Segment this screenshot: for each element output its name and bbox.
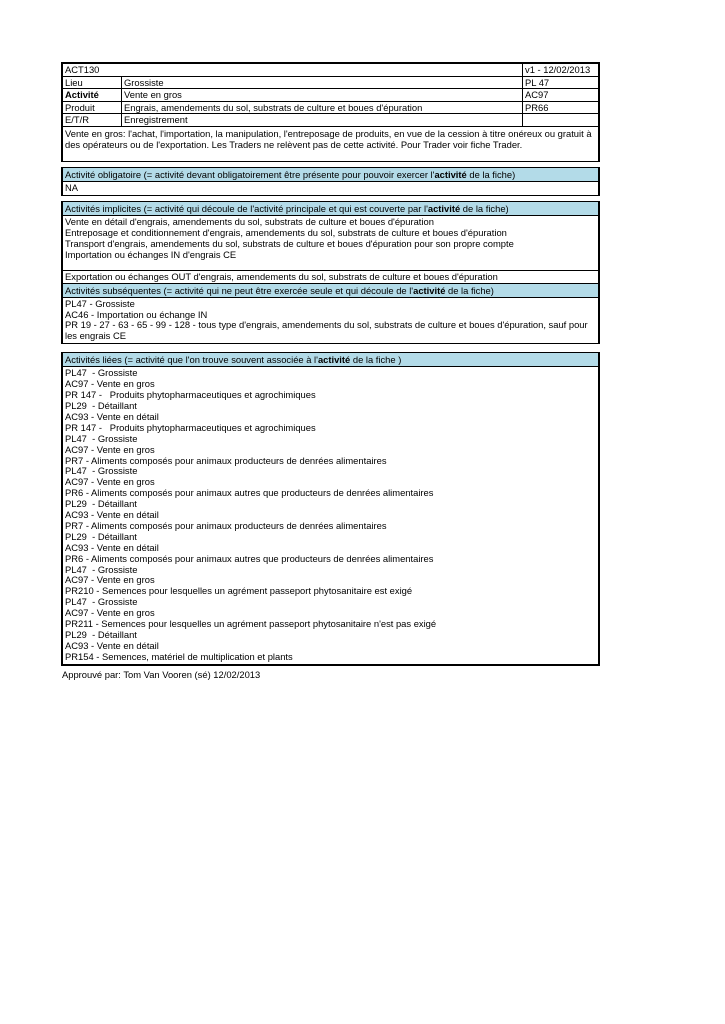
section-title-text: de la fiche) (460, 203, 509, 214)
text-line: PR6 - Aliments composés pour animaux autres que producteurs de denrées alimentaires (65, 552, 434, 564)
text-line: PR 19 - 27 - 63 - 65 - 99 - 128 - tous type d'engrais, amendements du sol, substrats de culture et boues d'épuration, sauf pour les engrais CE (65, 319, 591, 342)
text-line: Importation ou échanges IN d'engrais CE (65, 248, 237, 260)
exportation-row: Exportation ou échanges OUT d'engrais, amendements du sol, substrats de culture et boues d'épuration (63, 271, 598, 284)
section-title-text: de la fiche) (445, 284, 494, 296)
text-line: PL29 - Détaillant (65, 399, 137, 411)
row-label-activite: Activité (65, 89, 99, 100)
row-code-lieu: PL 47 (522, 77, 598, 89)
text-line: AC97 - Vente en gros (65, 574, 155, 586)
text-line: PR210 - Semences pour lesquelles un agrément passeport phytosanitaire est exigé (65, 585, 413, 597)
section-title-bold: activité (427, 203, 461, 214)
text-line: PL47 - Grossiste (65, 432, 138, 444)
section-gap (61, 344, 600, 352)
text-line: Transport d'engrais, amendements du sol, substrats de culture et boues d'épuration pour son propre compte (65, 237, 514, 249)
text-line: PR6 - Aliments composés pour animaux autres que producteurs de denrées alimentaires (65, 487, 434, 499)
text-line: AC93 - Vente en détail (65, 639, 159, 651)
text-line: PL47 - Grossiste (65, 367, 138, 379)
row-value-lieu: Grossiste (121, 77, 522, 89)
row-code-produit: PR66 (522, 102, 598, 114)
text-line: AC93 - Vente en détail (65, 541, 159, 553)
row-code-etr (522, 114, 598, 126)
activity-description: Vente en gros: l'achat, l'importation, la manipulation, l'entreposage de produits, en vue de la cession à titre onéreux ou gratuit à des opérateurs ou de l'exportation. Les Traders ne relèvent pas de cette activité. Pour Trader voir fiche Trader. (65, 127, 592, 150)
header-table-row (63, 77, 598, 90)
text-line: PL29 - Détaillant (65, 530, 137, 542)
doc-code: ACT130 (65, 64, 100, 75)
text-line: PL47 - Grossiste (65, 297, 135, 309)
header-table-row (63, 114, 598, 127)
text-line: PR 147 - Produits phytopharmaceutiques et agrochimiques (65, 421, 316, 433)
text-line: AC97 - Vente en gros (65, 607, 155, 619)
section-title-text: Activités liées (= activité que l'on trouve souvent associée à l' (65, 354, 318, 366)
section-content (63, 298, 598, 344)
section-title-bold: activité (434, 169, 467, 181)
text-line: AC46 - Importation ou échange IN (65, 308, 208, 320)
section-title-text: de la fiche) (466, 169, 516, 181)
doc-version: v1 - 12/02/2013 (522, 64, 598, 76)
header-table-row (63, 102, 598, 115)
text-line: Entreposage et conditionnement d'engrais, amendements du sol, substrats de culture et boues d'épuration (65, 226, 507, 238)
row-value-etr: Enregistrement (121, 114, 522, 126)
text-line: AC97 - Vente en gros (65, 476, 155, 488)
section-title-text: de la fiche ) (350, 354, 402, 366)
text-line: PR211 - Semences pour lesquelles un agrément passeport phytosanitaire n'est pas exigé (65, 618, 437, 630)
text-line: PL47 - Grossiste (65, 596, 138, 608)
row-label-etr: E/T/R (65, 114, 89, 125)
header-table (61, 62, 600, 162)
section-title (63, 353, 598, 367)
section-title (63, 202, 598, 216)
text-line: AC93 - Vente en détail (65, 509, 159, 521)
section-title-text: Activités implicites (= activité qui découle de l'activité principale et qui est couverte par l' (65, 203, 428, 214)
text-line: PL29 - Détaillant (65, 629, 137, 640)
fiche-document (61, 62, 600, 680)
text-line: AC93 - Vente en détail (65, 410, 159, 422)
section-title-text: Activité obligatoire (= activité devant obligatoirement être présente pour pouvoir exercer l' (65, 169, 435, 181)
section-title-bold: activité (317, 354, 351, 366)
row-label-produit: Produit (65, 101, 95, 113)
text-line: Vente en détail d'engrais, amendements du sol, substrats de culture et boues d'épuration (65, 216, 434, 227)
section-activites-implicites-subsequentes (61, 201, 600, 344)
text-line: PL47 - Grossiste (65, 465, 138, 477)
text-line: PR 147 - Produits phytopharmaceutiques et agrochimiques (65, 389, 316, 401)
approval-line: Approuvé par: Tom Van Vooren (sé) 12/02/2013 (62, 668, 261, 680)
text-line: PL29 - Détaillant (65, 498, 137, 510)
row-value-activite: Vente en gros (121, 89, 522, 101)
text-line: AC97 - Vente en gros (65, 378, 155, 390)
header-table-row (63, 89, 598, 102)
row-code-activite: AC97 (522, 89, 598, 101)
section-title (63, 284, 598, 298)
text-line: PR7 - Aliments composés pour animaux producteurs de denrées alimentaires (65, 519, 387, 531)
text-line: NA (65, 182, 79, 194)
section-title (63, 168, 598, 182)
section-activite-obligatoire (61, 167, 600, 196)
text-line: AC97 - Vente en gros (65, 443, 155, 455)
text-line: PR7 - Aliments composés pour animaux producteurs de denrées alimentaires (65, 454, 387, 466)
section-content (63, 216, 598, 271)
section-activites-liees (61, 352, 600, 665)
text-line: PR154 - Semences, matériel de multiplication et plants (65, 650, 293, 662)
section-title-bold: activité (413, 284, 446, 296)
section-content (63, 367, 598, 663)
row-label-lieu: Lieu (65, 76, 83, 88)
text-line: PL47 - Grossiste (65, 563, 138, 575)
section-title-text: Activités subséquentes (= activité qui ne peut être exercée seule et qui découle de l' (65, 284, 414, 296)
header-table-row (63, 64, 598, 77)
row-value-produit: Engrais, amendements du sol, substrats de culture et boues d'épuration (121, 102, 522, 114)
section-content (63, 182, 598, 195)
header-table-row (63, 127, 598, 162)
